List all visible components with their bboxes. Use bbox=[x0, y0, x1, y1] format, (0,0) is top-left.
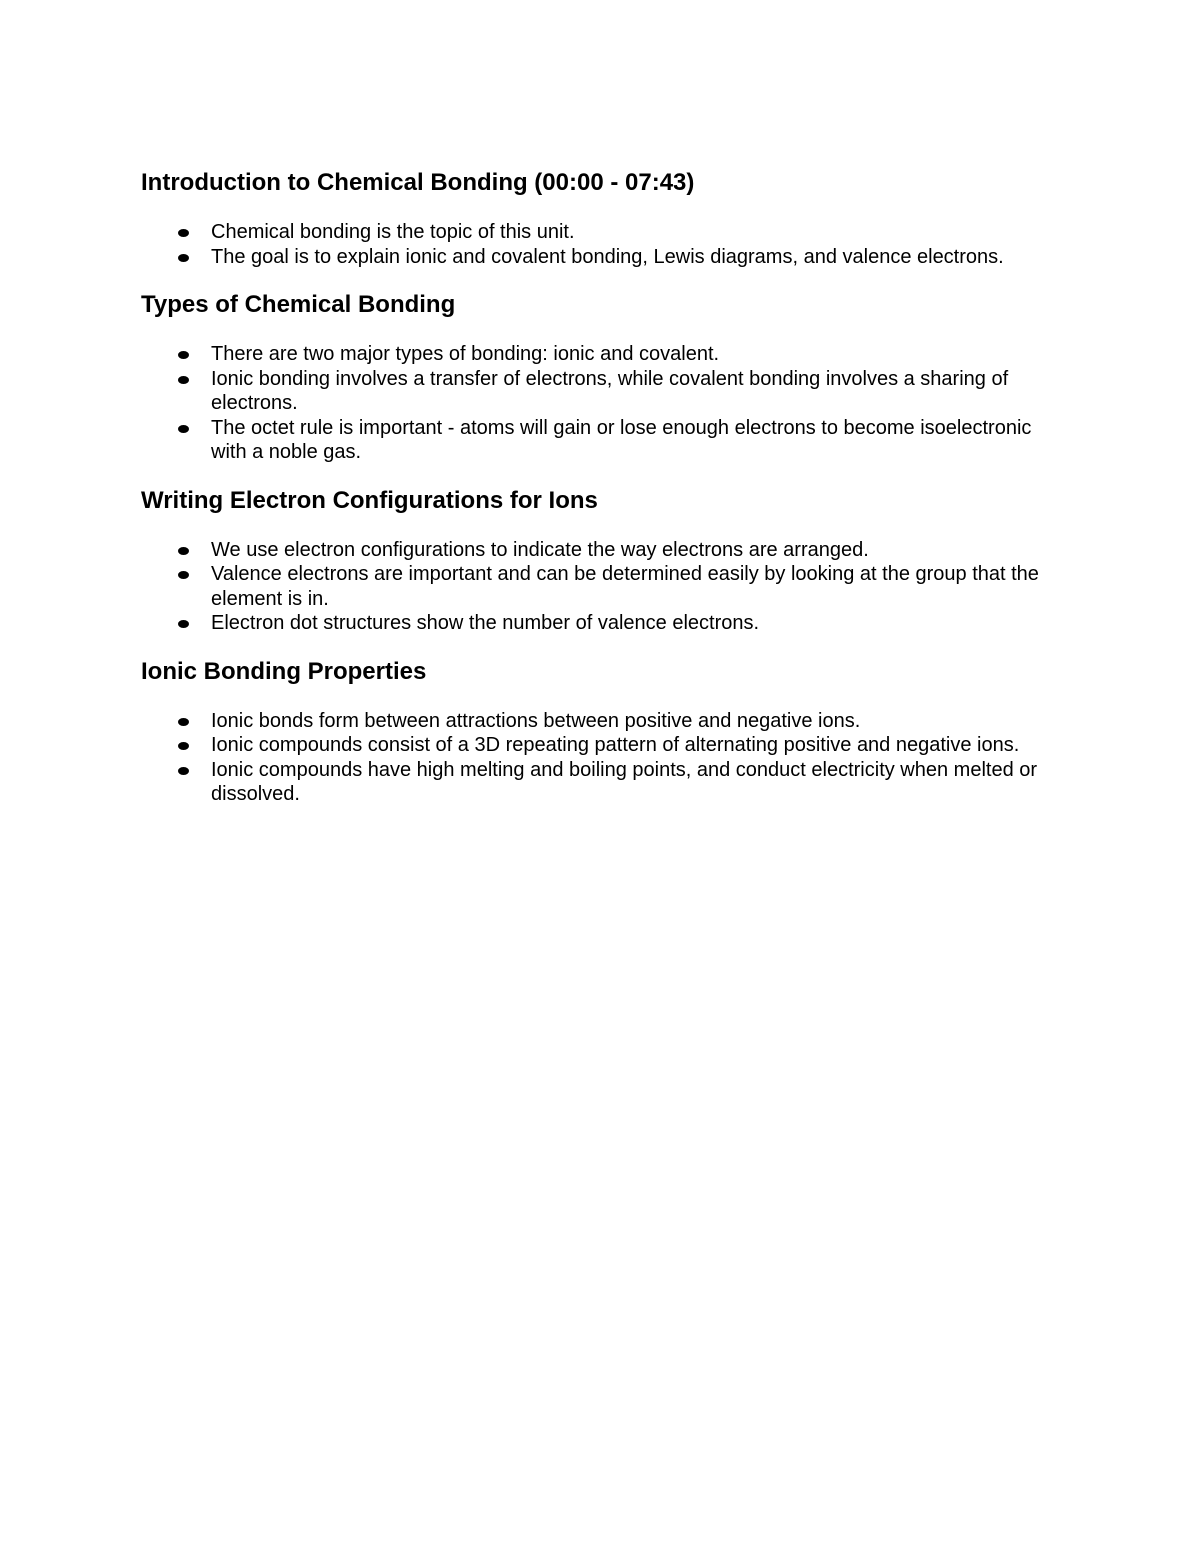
list-item-text: Ionic bonds form between attractions between positive and negative ions. bbox=[211, 709, 861, 732]
section-types-of-bonding bbox=[141, 290, 1061, 465]
bullet-icon bbox=[178, 254, 189, 262]
list-item-text: We use electron configurations to indicate the way electrons are arranged. bbox=[211, 538, 869, 561]
list-item bbox=[141, 220, 1061, 245]
list-item-text: Ionic compounds consist of a 3D repeating pattern of alternating positive and negative ions. bbox=[211, 734, 1020, 756]
section-electron-configurations bbox=[141, 486, 1061, 636]
bullet-list bbox=[141, 220, 1061, 269]
bullet-icon bbox=[178, 376, 189, 384]
list-item bbox=[141, 245, 1061, 270]
section-introduction bbox=[141, 168, 1061, 269]
list-item bbox=[141, 538, 1061, 563]
bullet-icon bbox=[178, 425, 189, 433]
list-item-text: Chemical bonding is the topic of this unit. bbox=[211, 221, 575, 243]
section-heading: Ionic Bonding Properties bbox=[141, 657, 427, 685]
list-item bbox=[141, 367, 1061, 416]
list-item-text: The octet rule is important - atoms will gain or lose enough electrons to become isoelectronic with a noble gas. bbox=[211, 416, 1032, 463]
bullet-icon bbox=[178, 742, 189, 750]
section-heading: Writing Electron Configurations for Ions bbox=[141, 486, 598, 514]
list-item-text: Electron dot structures show the number of valence electrons. bbox=[211, 612, 760, 634]
list-item bbox=[141, 733, 1061, 758]
bullet-list bbox=[141, 538, 1061, 636]
document-content bbox=[141, 168, 1061, 828]
section-heading: Types of Chemical Bonding bbox=[141, 291, 456, 318]
bullet-list bbox=[141, 709, 1061, 807]
section-ionic-properties bbox=[141, 657, 1061, 807]
list-item bbox=[141, 611, 1061, 636]
list-item bbox=[141, 562, 1061, 611]
list-item bbox=[141, 709, 1061, 734]
list-item bbox=[141, 342, 1061, 367]
bullet-icon bbox=[178, 229, 189, 237]
list-item bbox=[141, 416, 1061, 465]
bullet-icon bbox=[178, 351, 189, 359]
bullet-list bbox=[141, 342, 1061, 465]
list-item-text: There are two major types of bonding: ionic and covalent. bbox=[211, 343, 720, 365]
list-item-text: Ionic bonding involves a transfer of electrons, while covalent bonding involves a sharing of electrons. bbox=[211, 367, 1009, 414]
bullet-icon bbox=[178, 547, 189, 555]
list-item-text: Valence electrons are important and can be determined easily by looking at the group that the element is in. bbox=[211, 563, 1039, 610]
bullet-icon bbox=[178, 571, 189, 579]
bullet-icon bbox=[178, 767, 189, 775]
section-heading: Introduction to Chemical Bonding (00:00 - 07:43) bbox=[141, 169, 695, 196]
list-item bbox=[141, 758, 1061, 807]
list-item-text: Ionic compounds have high melting and boiling points, and conduct electricity when melted or dissolved. bbox=[211, 758, 1038, 805]
bullet-icon bbox=[178, 620, 189, 628]
bullet-icon bbox=[178, 718, 189, 726]
list-item-text: The goal is to explain ionic and covalent bonding, Lewis diagrams, and valence electrons. bbox=[211, 245, 1004, 268]
